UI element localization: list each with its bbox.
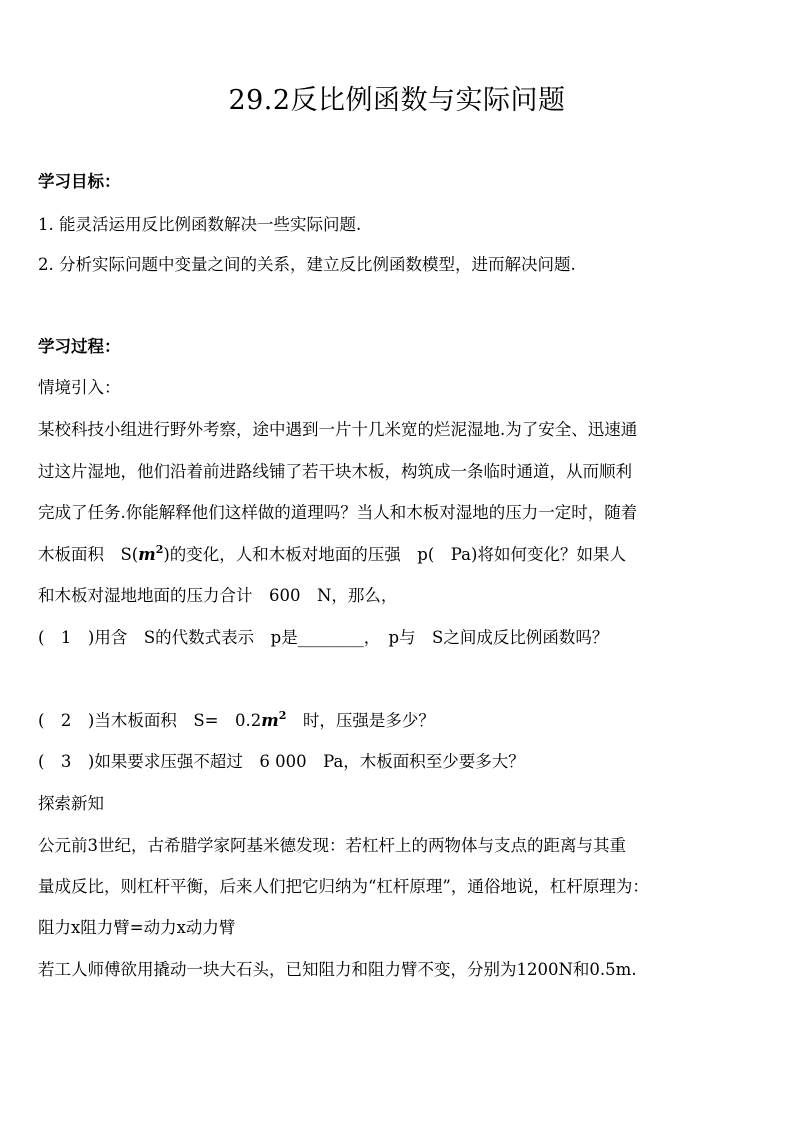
question-2-part-b: 时，压强是多少？ [286,711,435,730]
intro-line-4-part-a: 木板面积 S( [38,545,139,564]
question-1: ( 1 )用含 S的代数式表示 p是________， p与 S之间成反比例函数吗？ [38,628,609,647]
intro-line-4-part-b: )的变化，人和木板对地面的压强 p( Pa)将如何变化？如果人 [163,545,626,564]
goal-item-2: 2. 分析实际问题中变量之间的关系，建立反比例函数模型，进而解决问题. [38,255,576,274]
explore-line-1: 公元前3世纪，古希腊学家阿基米德发现：若杠杆上的两物体与支点的距离与其重 [38,836,626,855]
goal-item-1: 1. 能灵活运用反比例函数解决一些实际问题. [38,215,362,234]
explore-line-3: 阻力x阻力臂=动力x动力臂 [38,918,236,937]
question-2-part-a: ( 2 )当木板面积 S= 0.2 [38,711,262,730]
intro-line-4 [38,543,768,569]
goals-heading: 学习目标： [38,172,121,191]
intro-line-2: 过这片湿地，他们沿着前进路线铺了若干块木板，构筑成一条临时通道，从而顺利 [38,462,632,481]
process-heading: 学习过程： [38,337,121,356]
intro-line-3: 完成了任务.你能解释他们这样做的道理吗？当人和木板对湿地的压力一定时，随着 [38,503,638,522]
unit-exponent: 2 [155,543,164,556]
page-title: 29.2反比例函数与实际问题 [228,85,566,116]
intro-line-5: 和木板对湿地地面的压力合计 600 N，那么， [38,586,398,605]
explore-line-2: 量成反比，则杠杆平衡，后来人们把它归纳为“杠杆原理”，通俗地说，杠杆原理为： [38,877,649,896]
question-3: ( 3 )如果要求压强不超过 6 000 Pa，木板面积至少要多大？ [38,752,525,771]
explore-heading: 探索新知 [38,794,104,813]
unit-m: m [138,545,156,564]
question-2 [38,709,768,735]
intro-line-1: 某校科技小组进行野外考察，途中遇到一片十几米宽的烂泥湿地.为了安全、迅速通 [38,420,638,439]
unit-exponent: 2 [278,709,287,722]
intro-heading: 情境引入： [38,378,121,397]
explore-line-4: 若工人师傅欲用撬动一块大石头，已知阻力和阻力臂不变，分别为1200N和0.5m. [38,960,637,979]
unit-m: m [261,711,279,730]
